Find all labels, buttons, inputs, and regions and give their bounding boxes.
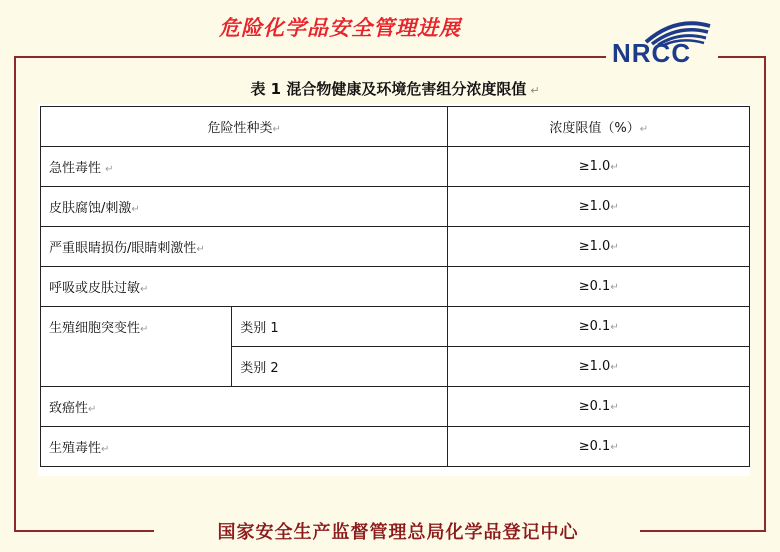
table-row bbox=[41, 307, 750, 347]
row-limit: ≥0.1↵ bbox=[448, 267, 750, 307]
concentration-limit-table bbox=[40, 106, 750, 467]
table-row bbox=[41, 387, 750, 427]
header-category: 危险性种类↵ bbox=[41, 107, 448, 147]
table-header-row bbox=[41, 107, 750, 147]
table-caption-text: 表 1 混合物健康及环境危害组分浓度限值 bbox=[250, 80, 527, 98]
row-category: 生殖毒性↵ bbox=[41, 427, 448, 467]
row-category: 呼吸或皮肤过敏↵ bbox=[41, 267, 448, 307]
table-row bbox=[41, 427, 750, 467]
header-limit: 浓度限值（%）↵ bbox=[448, 107, 750, 147]
row-limit: ≥1.0↵ bbox=[448, 227, 750, 267]
row-category: 急性毒性 ↵ bbox=[41, 147, 448, 187]
row-limit: ≥1.0↵ bbox=[448, 147, 750, 187]
row-subcategory: 类别 1 bbox=[232, 307, 448, 347]
table-row bbox=[41, 147, 750, 187]
row-subcategory: 类别 2 bbox=[232, 347, 448, 387]
row-limit: ≥0.1↵ bbox=[448, 387, 750, 427]
table-row bbox=[41, 227, 750, 267]
row-limit: ≥1.0↵ bbox=[448, 347, 750, 387]
row-limit: ≥0.1↵ bbox=[448, 307, 750, 347]
table-row bbox=[41, 267, 750, 307]
frame-right-line bbox=[764, 56, 766, 532]
frame-left-line bbox=[14, 56, 16, 532]
row-category: 皮肤腐蚀/刺激↵ bbox=[41, 187, 448, 227]
row-limit: ≥0.1↵ bbox=[448, 427, 750, 467]
table-caption bbox=[40, 78, 750, 99]
row-category: 致癌性↵ bbox=[41, 387, 448, 427]
frame-bottom-line-left bbox=[14, 530, 154, 532]
row-category: 严重眼睛损伤/眼睛刺激性↵ bbox=[41, 227, 448, 267]
row-limit: ≥1.0↵ bbox=[448, 187, 750, 227]
frame-top-line bbox=[14, 56, 606, 58]
table-row bbox=[41, 187, 750, 227]
frame-top-line-right bbox=[718, 56, 766, 58]
frame-bottom-line-right bbox=[640, 530, 766, 532]
page-title: 危险化学品安全管理进展 bbox=[219, 16, 461, 40]
logo-text: NRCC bbox=[612, 38, 692, 68]
footer-organization: 国家安全生产监督管理总局化学品登记中心 bbox=[217, 522, 579, 543]
row-category: 生殖细胞突变性↵ bbox=[41, 307, 232, 387]
paragraph-mark: ↵ bbox=[530, 84, 540, 97]
